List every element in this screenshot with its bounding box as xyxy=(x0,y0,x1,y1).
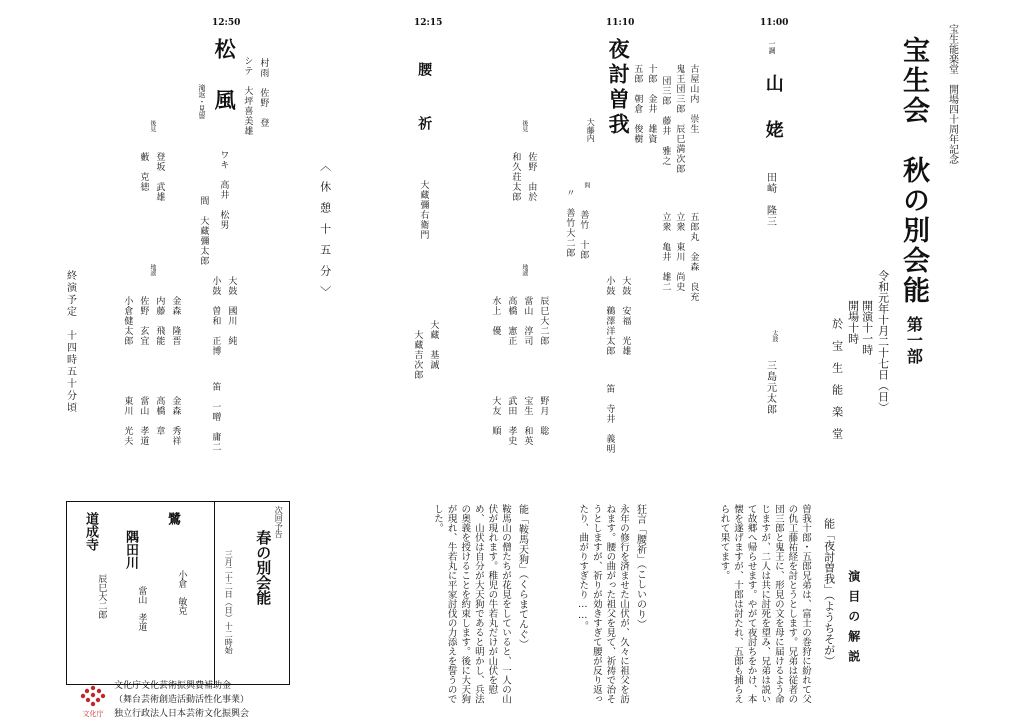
time-yamamba: 11:00 xyxy=(760,18,789,28)
youchi-jiutai-1: 辰巳大二郎 xyxy=(538,296,549,346)
youchi-jiutai2-4: 大友 順 xyxy=(490,396,501,436)
youchi-kyogen-1: 善竹 十郎 xyxy=(578,210,589,260)
open-time: 開場十時 xyxy=(846,300,860,344)
matsukaze-kouken-2: 藪 克徳 xyxy=(138,152,149,192)
performance-date: 令和元年十月二十七日（日） xyxy=(876,270,890,413)
koshiore-commentary-title: 狂言「腰祈」（こしいのり） xyxy=(634,504,646,629)
kurama-commentary-title: 能「鞍馬天狗」（くらまてんぐ） xyxy=(516,504,528,649)
youchi-kouken-label: 後見 xyxy=(520,120,528,132)
end-time: 終演予定 十四時五十分頃 xyxy=(64,270,76,414)
commentary-heading: 演目の解説 xyxy=(846,570,861,670)
bunkacho-logo-icon xyxy=(76,684,110,718)
next-performer-2: 當山 孝道 xyxy=(136,586,147,631)
youchi-title: 夜討曽我 xyxy=(606,38,632,138)
kurama-commentary-text: 鞍馬山の僧たちが花見をしていると、一人の山伏が現れます。稚児の牛若丸だけが山伏を慰め、山伏は自分が大天狗であると明かし、兵法の奥義を授けることを約束します。後に大天狗が現れ、牛若丸に平家討伐の力添えを誓うのでした。 xyxy=(432,504,511,704)
box-divider xyxy=(214,502,215,684)
youchi-kyogen-label: 間 xyxy=(582,182,590,188)
youchi-kyogen-2: 〃 善竹大二郎 xyxy=(564,188,575,258)
youchi-jiutai-2: 當山 淳司 xyxy=(522,296,533,346)
youchi-cast-3: 団三郎 藤井 雅之 xyxy=(660,76,671,166)
matsukaze-jiutai2-2: 高橋 章 xyxy=(154,396,165,436)
youchi-jiutai-3: 高橋 憲正 xyxy=(506,296,517,346)
logo-text: 文化庁 xyxy=(82,710,104,718)
matsukaze-jiutai-4: 小倉健太郎 xyxy=(122,296,133,346)
matsukaze-cast-2: シテ 大坪喜美雄 xyxy=(242,56,253,136)
matsukaze-note: 滝返・見留 xyxy=(198,84,207,119)
yamamba-genre: 一調 xyxy=(768,40,777,54)
matsukaze-jiutai-3: 佐野 玄宜 xyxy=(138,296,149,346)
koshiore-cast-2: 大藏 基誠 xyxy=(428,320,439,370)
youchi-hayashi-2: 小鼓 鵜澤洋太郎 xyxy=(604,276,615,356)
youchi-commentary-text: 曽我十郎・五郎兄弟は、富士の巻狩に紛れて父の仇工藤祐経を討とうとします。兄弟は従者の団三郎と鬼王に、形見の文を母に届けるよう命じますが、二人は共に討死を望み、兄弟は説いて故郷へ帰らせます。やがて夜討ちをかけ、本懐を遂げますが、十郎は討たれ、五郎も捕らえられて果てます。 xyxy=(718,504,811,704)
youchi-kouken-2: 和久荘太郎 xyxy=(510,152,521,202)
youchi-cast2-3: 立衆 亀井 雄二 xyxy=(660,212,671,292)
yamamba-drum-role: 太鼓 xyxy=(770,330,778,342)
intermission: 〈休憩十五分〉 xyxy=(318,160,332,307)
youchi-hayashi-3: 笛 寺井 義明 xyxy=(604,384,615,454)
footer-line-3: 独立行政法人日本芸術文化振興会 xyxy=(114,709,250,719)
youchi-jiutai2-1: 野月 聡 xyxy=(538,396,549,436)
next-date: 三月二十二日（日）十二時始 xyxy=(224,550,234,654)
koshiore-cast-1: 大藏彌右衛門 xyxy=(418,180,429,240)
matsukaze-hayashi-1: 大鼓 國川 純 xyxy=(226,276,237,346)
next-piece-1: 鷺 xyxy=(164,512,180,525)
youchi-commentary-title: 能「夜討曽我」（ようちそが） xyxy=(822,518,836,667)
matsukaze-jiutai2-4: 東川 光夫 xyxy=(122,396,133,446)
koshiore-commentary-text: 永年の修行を済ませた山伏が、久々に祖父を訪ねます。腰の曲がった祖父を見て、祈祷で治そうとしますが、祈りが効きすぎて腰が反り返ったり、曲がりすぎたり……。 xyxy=(577,504,629,704)
youchi-cast-1: 古屋山内 崇生 xyxy=(688,64,699,134)
youchi-jiutai2-3: 武田 孝史 xyxy=(506,396,517,446)
youchi-kouken-1: 佐野 由於 xyxy=(526,152,537,202)
matsukaze-cast-1: 村雨 佐野 登 xyxy=(258,58,269,128)
page-title: 宝生会 秋の別会能 xyxy=(898,36,930,306)
yamamba-performer: 田崎 隆三 xyxy=(764,172,776,227)
matsukaze-jiutai-2: 内藤 飛能 xyxy=(154,296,165,346)
next-label: 次回予告 xyxy=(274,506,284,538)
matsukaze-jiutai-label: 地謡 xyxy=(148,264,156,276)
next-piece-3: 道成寺 xyxy=(82,512,98,551)
start-time: 開演十一時 xyxy=(860,300,874,355)
koshiore-title: 腰祈 xyxy=(416,62,433,170)
youchi-subtitle: 大藤内 xyxy=(586,118,596,142)
venue-line: 宝生能楽堂 開場四十周年記念 xyxy=(946,24,958,164)
matsukaze-hayashi-3: 笛 一噌 庸二 xyxy=(210,382,221,452)
matsukaze-cast-4: 間 大藏彌太郎 xyxy=(198,196,209,266)
youchi-jiutai-label: 地謡 xyxy=(520,264,528,276)
youchi-cast2-2: 立衆 東川 尚史 xyxy=(674,212,685,292)
matsukaze-jiutai2-3: 當山 孝道 xyxy=(138,396,149,446)
part-label: 第一部 xyxy=(904,316,924,364)
footer-line-1: 文化庁文化芸術振興費補助金 xyxy=(114,681,232,691)
venue-location: 於 宝 生 能 楽 堂 xyxy=(830,318,844,439)
matsukaze-kouken-label: 後見 xyxy=(148,120,156,132)
footer-line-2: （舞台芸術創造活動活性化事業） xyxy=(114,695,250,705)
koshiore-cast-3: 大藏吉次郎 xyxy=(412,330,423,380)
matsukaze-title: 松風 xyxy=(212,38,238,140)
matsukaze-kouken-1: 登坂 武雄 xyxy=(154,152,165,202)
yamamba-title: 山姥 xyxy=(762,74,784,166)
matsukaze-jiutai2-1: 金森 秀祥 xyxy=(170,396,181,446)
yamamba-drummer: 三島元太郎 xyxy=(764,360,776,415)
youchi-hayashi-1: 大鼓 安福 光雄 xyxy=(620,276,631,356)
youchi-cast-4: 十郎 金井 雄資 xyxy=(646,64,657,144)
next-performer-3: 辰巳大二郎 xyxy=(96,574,107,619)
youchi-jiutai-4: 水上 優 xyxy=(490,296,501,336)
next-piece-2: 隅田川 xyxy=(122,530,138,569)
youchi-cast-5: 五郎 朝倉 俊樹 xyxy=(632,64,643,144)
matsukaze-hayashi-2: 小鼓 曽和 正博 xyxy=(210,276,221,356)
matsukaze-jiutai-1: 金森 隆晋 xyxy=(170,296,181,346)
next-performer-1: 小倉 敏克 xyxy=(176,570,187,615)
time-matsukaze: 12:50 xyxy=(212,18,241,28)
next-title: 春の別会能 xyxy=(254,530,273,605)
time-koshiore: 12:15 xyxy=(414,18,443,28)
youchi-jiutai2-2: 宝生 和英 xyxy=(522,396,533,446)
time-youchi: 11:10 xyxy=(606,18,635,28)
youchi-cast-2: 鬼王団三郎 辰巳満次郎 xyxy=(674,64,685,174)
youchi-cast2-1: 五郎丸 金森 良充 xyxy=(688,212,699,302)
matsukaze-cast-3: ワキ 高井 松男 xyxy=(218,150,229,230)
